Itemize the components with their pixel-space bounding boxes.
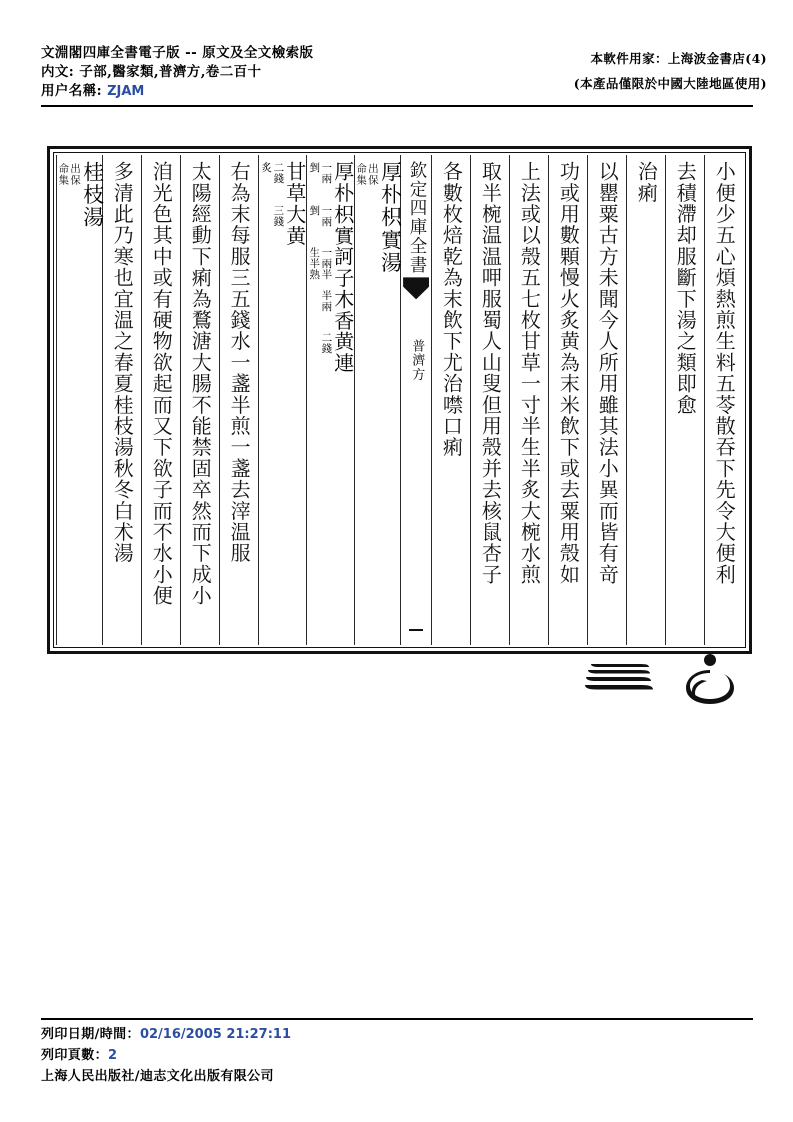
ingredient-entry	[308, 289, 353, 332]
source-annotation	[354, 163, 378, 185]
ingredient-entry	[260, 161, 305, 204]
header-region-notice: (本產品僅限於中國大陸地區使用)	[573, 76, 767, 91]
column-text: 多清此乃寒也宜温之春夏桂枝湯秋冬白术湯	[110, 161, 135, 564]
footer-page-count-line	[41, 1045, 641, 1066]
footer-print-date-label: 列印日期/時間：	[41, 1027, 140, 1042]
column-text: 上法或以殼五七枚甘草一寸半生半炙大椀水煎	[517, 161, 542, 585]
ingredient-entry	[308, 161, 353, 204]
header-content-value: 子部,醫家類,普濟方,卷二百十	[79, 64, 262, 80]
ingredient-entry	[308, 204, 353, 247]
heading-column-c09	[354, 155, 403, 645]
document-footer	[41, 1024, 641, 1087]
text-column-c15	[102, 155, 141, 645]
ingredient-name: 訶子	[330, 246, 355, 289]
dizhi-swirl-logo	[682, 650, 738, 706]
annotation-subcolumn-1: 出保	[69, 163, 82, 186]
footer-page-count-value: 2	[108, 1048, 118, 1063]
ingredient-list	[308, 161, 353, 643]
column-text: 小便少五心煩熱煎生料五苓散吞下先令大便利	[712, 161, 737, 585]
column-text: 取半椀温温呷服蜀人山叟但用殼并去核鼠杏子	[478, 161, 503, 585]
text-column-c06	[509, 155, 548, 645]
text-column-c14	[141, 155, 180, 645]
ingredient-column-c11	[258, 155, 306, 645]
dose-subcolumn-2: 剉	[308, 162, 321, 173]
dose-subcolumn-1: 半兩	[320, 289, 333, 312]
text-column-c13	[180, 155, 219, 645]
text-column-c07	[470, 155, 509, 645]
column-text: 右為末每服三五錢水一盞半煎一盞去滓温服	[227, 161, 252, 564]
ingredient-dose	[308, 162, 332, 184]
prescription-heading	[57, 161, 103, 643]
ingredient-entry	[260, 204, 305, 247]
ingredient-name: 甘草	[282, 161, 307, 204]
dose-subcolumn-1: 一兩	[320, 162, 333, 184]
dose-subcolumn-1: 三錢	[272, 204, 285, 227]
ingredient-name: 枳實	[330, 203, 355, 247]
column-text: 太陽經動下痢為鶩溏大腸不能禁固卒然而下成小	[188, 161, 213, 607]
ingredient-entry	[308, 331, 353, 374]
text-column-c01	[704, 155, 743, 645]
text-column-c05	[548, 155, 587, 645]
ingredient-list	[260, 161, 305, 643]
banxin-center-column	[400, 155, 431, 645]
ingredient-column-c10	[306, 155, 354, 645]
footer-publisher: 上海人民出版社/迪志文化出版有限公司	[41, 1069, 274, 1084]
column-text: 以罌粟古方未聞今人所用雖其法小異而皆有竒	[595, 161, 620, 585]
header-licensee: 本軟件用家：上海波金書店(4)	[590, 51, 767, 66]
stacked-books-logo	[585, 660, 659, 696]
header-user-line	[41, 82, 511, 101]
ingredient-entry	[308, 246, 353, 289]
header-title-line	[41, 44, 511, 63]
column-text: 洎光色其中或有硬物欲起而又下欲子而不水小便	[149, 161, 174, 607]
dose-subcolumn-2: 剉	[308, 204, 321, 216]
prescription-name: 桂枝湯	[80, 161, 105, 229]
footer-divider	[41, 1018, 753, 1020]
dose-subcolumn-1: 二錢	[320, 332, 333, 355]
header-product-title: 文淵閣四庫全書電子版 -- 原文及全文檢索版	[41, 45, 314, 61]
fishtail-mark-icon	[403, 277, 429, 299]
scanned-page-image	[47, 146, 752, 654]
ingredient-dose	[260, 162, 284, 184]
column-text: 治痢	[634, 161, 659, 204]
dose-subcolumn-1: 二錢	[272, 162, 285, 184]
work-title: 普濟方	[409, 339, 425, 383]
footer-print-date-value: 02/16/2005 21:27:11	[139, 1027, 292, 1042]
annotation-subcolumn-1: 出保	[366, 163, 379, 186]
header-user-value: ZJAM	[107, 84, 145, 99]
ingredient-name: 厚朴	[330, 161, 355, 204]
prescription-heading	[354, 161, 403, 643]
header-divider	[41, 105, 753, 107]
column-text: 功或用數顆慢火炙黄為末米飲下或去粟用殼如	[556, 161, 581, 585]
page-number-rule	[409, 629, 423, 631]
text-column-c08	[431, 155, 470, 645]
dose-subcolumn-2: 炙	[260, 162, 273, 173]
source-annotation	[57, 163, 81, 185]
header-content-label: 内文:	[41, 64, 75, 80]
ingredient-name: 木香	[330, 288, 355, 332]
annotation-subcolumn-2: 命集	[355, 163, 368, 186]
ingredient-name: 大黄	[282, 203, 307, 247]
header-left-block	[41, 44, 511, 101]
text-column-c04	[587, 155, 626, 645]
footer-page-count-label: 列印頁數：	[41, 1048, 109, 1063]
footer-print-date-line	[41, 1024, 641, 1045]
dose-subcolumn-2: 生半熟	[308, 247, 321, 281]
text-column-c03	[626, 155, 665, 645]
heading-column-c16	[56, 155, 105, 645]
text-column-c02	[665, 155, 704, 645]
header-right-block	[487, 46, 767, 96]
ingredient-name: 黄連	[330, 331, 355, 375]
header-content-line	[41, 63, 511, 82]
document-header	[0, 0, 793, 112]
header-user-label: 用户名稱:	[41, 83, 102, 99]
vertical-text-columns	[56, 155, 743, 645]
text-column-c12	[219, 155, 258, 645]
dose-subcolumn-1: 一兩	[320, 204, 333, 227]
annotation-subcolumn-2: 命集	[57, 163, 70, 186]
ingredient-dose	[308, 247, 332, 280]
column-text: 去積滯却服斷下湯之類即愈	[673, 161, 698, 416]
ingredient-dose	[308, 205, 332, 227]
dose-subcolumn-1: 一兩半	[320, 247, 333, 281]
column-text: 各數枚焙乾為末飲下尤治噤口痢	[439, 161, 464, 458]
series-title: 欽定四庫全書	[407, 161, 428, 275]
prescription-name: 厚朴枳實湯	[378, 161, 403, 274]
